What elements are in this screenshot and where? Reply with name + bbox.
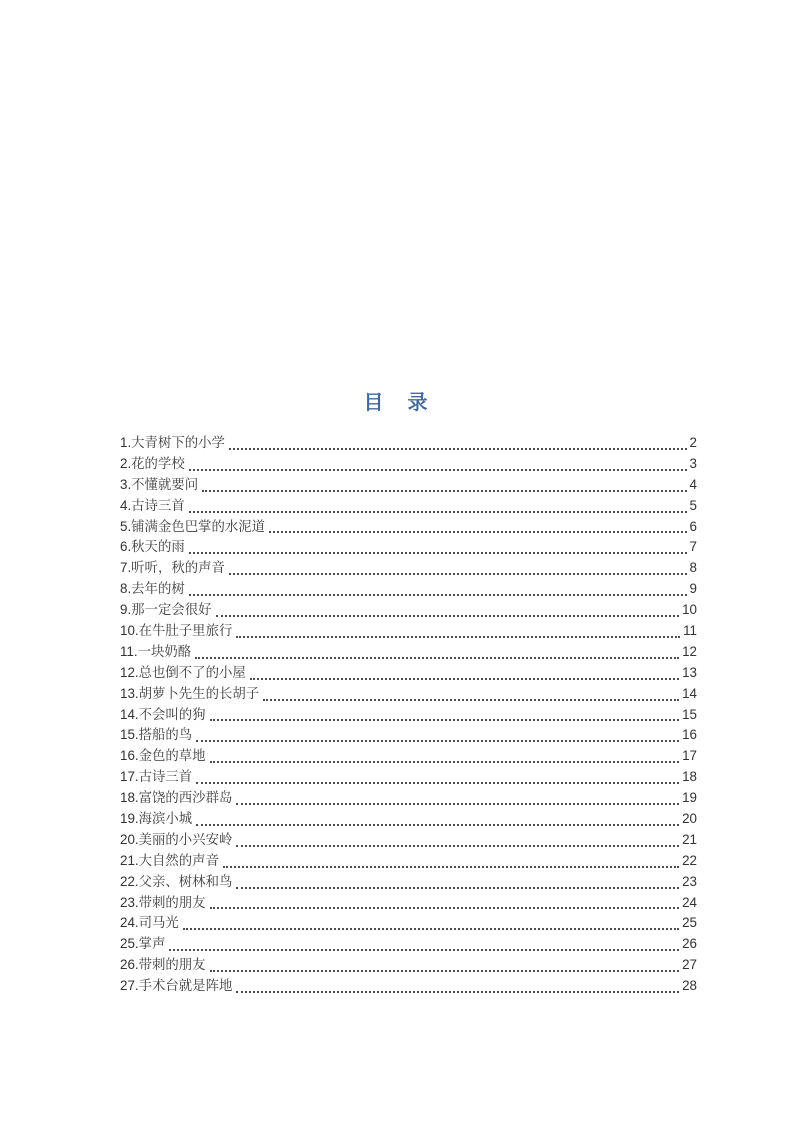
toc-dot-leader	[196, 824, 679, 826]
toc-entry[interactable]	[120, 496, 697, 517]
toc-entry-page: 5	[689, 497, 697, 513]
toc-entry-page: 15	[682, 706, 697, 722]
toc-entry-number: 24.	[120, 915, 139, 931]
toc-entry-title: 大自然的声音	[138, 852, 219, 868]
toc-entry[interactable]	[120, 579, 697, 600]
toc-entry[interactable]	[120, 433, 697, 454]
toc-entry-page: 20	[682, 811, 697, 827]
toc-entry-page: 13	[682, 664, 697, 680]
toc-entry-title: 搭船的鸟	[138, 727, 193, 743]
toc-dot-leader	[250, 678, 679, 680]
toc-dot-leader	[189, 511, 687, 513]
toc-entry-number: 23.	[120, 894, 139, 910]
toc-entry-page: 24	[682, 894, 697, 910]
toc-entry-title: 花的学校	[131, 455, 185, 471]
toc-entry[interactable]	[120, 934, 697, 955]
toc-entry[interactable]	[120, 976, 697, 997]
toc-entry-title: 铺满金色巴掌的水泥道	[131, 518, 266, 534]
toc-entry-page: 25	[682, 915, 697, 931]
toc-entry[interactable]	[120, 621, 697, 642]
toc-dot-leader	[223, 866, 679, 868]
toc-entry-title: 不会叫的狗	[138, 706, 206, 722]
toc-entry-title: 那一定会很好	[131, 602, 212, 618]
toc-entry-page: 23	[682, 873, 697, 889]
toc-entry-title: 带刺的朋友	[138, 894, 206, 910]
toc-entry-title: 美丽的小兴安岭	[138, 831, 233, 847]
toc-entry[interactable]	[120, 851, 697, 872]
toc-entry-page: 19	[682, 790, 697, 806]
toc-entry-page: 26	[682, 936, 697, 952]
toc-entry-title: 古诗三首	[131, 497, 185, 513]
toc-entry-number: 18.	[120, 790, 139, 806]
toc-entry-number: 19.	[120, 811, 139, 827]
toc-dot-leader	[229, 573, 687, 575]
toc-entry-page: 10	[682, 602, 697, 618]
toc-entry-title: 古诗三首	[138, 769, 193, 785]
toc-entry-number: 13.	[120, 685, 139, 701]
toc-dot-leader	[189, 469, 687, 471]
toc-dot-leader	[195, 657, 679, 659]
toc-entry-title: 富饶的西沙群岛	[138, 790, 233, 806]
toc-entry[interactable]	[120, 725, 697, 746]
toc-entry-number: 11.	[120, 643, 138, 659]
toc-dot-leader	[183, 928, 679, 930]
toc-entry[interactable]	[120, 537, 697, 558]
toc-entry-title: 手术台就是阵地	[138, 978, 233, 994]
toc-dot-leader	[189, 594, 687, 596]
toc-dot-leader	[196, 740, 679, 742]
toc-entry-page: 22	[682, 852, 697, 868]
toc-entry-title: 总也倒不了的小屋	[138, 664, 246, 680]
toc-entry-page: 16	[682, 727, 697, 743]
toc-entry[interactable]	[120, 663, 697, 684]
toc-entry-page: 27	[682, 957, 697, 973]
toc-dot-leader	[210, 719, 680, 721]
toc-entry[interactable]	[120, 893, 697, 914]
toc-entry[interactable]	[120, 809, 697, 830]
toc-entry-title: 金色的草地	[138, 748, 206, 764]
toc-entry-title: 司马光	[138, 915, 179, 931]
toc-entry[interactable]	[120, 955, 697, 976]
toc-entry[interactable]	[120, 767, 697, 788]
toc-entry[interactable]	[120, 872, 697, 893]
toc-dot-leader	[263, 699, 679, 701]
toc-entry-page: 3	[689, 455, 697, 471]
toc-dot-leader	[189, 552, 687, 554]
toc-entry-page: 6	[689, 518, 697, 534]
toc-entry[interactable]	[120, 684, 697, 705]
toc-entry-title: 掌声	[138, 936, 166, 952]
toc-dot-leader	[169, 949, 679, 951]
toc-entry-number: 3.	[120, 476, 132, 492]
toc-entry-title: 一块奶酪	[137, 643, 192, 659]
toc-entry-page: 21	[682, 831, 697, 847]
toc-entry[interactable]	[120, 830, 697, 851]
toc-entry[interactable]	[120, 705, 697, 726]
toc-entry-title: 大青树下的小学	[131, 435, 225, 450]
toc-entry-page: 4	[689, 476, 697, 492]
toc-entry-number: 21.	[120, 852, 139, 868]
toc-entry-number: 10.	[120, 623, 139, 639]
toc-dot-leader	[202, 490, 686, 492]
toc-entry-number: 16.	[120, 748, 139, 764]
toc-dot-leader	[196, 782, 679, 784]
toc-entry[interactable]	[120, 454, 697, 475]
toc-entry-number: 5.	[120, 518, 132, 534]
toc-entry-page: 8	[689, 560, 697, 576]
toc-title: 目 录	[363, 392, 430, 414]
toc-entry-number: 26.	[120, 957, 139, 973]
toc-entry-page: 2	[689, 435, 697, 450]
toc-entry-number: 9.	[120, 602, 132, 618]
toc-dot-leader	[236, 636, 680, 638]
toc-list	[120, 433, 697, 997]
toc-dot-leader	[210, 970, 680, 972]
toc-entry-number: 25.	[120, 936, 139, 952]
toc-dot-leader	[236, 803, 679, 805]
toc-dot-leader	[236, 845, 679, 847]
toc-entry-number: 1.	[120, 435, 132, 450]
toc-entry-number: 15.	[120, 727, 139, 743]
toc-entry-number: 8.	[120, 581, 132, 597]
toc-entry-number: 4.	[120, 497, 132, 513]
toc-entry-page: 7	[689, 539, 697, 555]
toc-entry-number: 20.	[120, 831, 139, 847]
toc-dot-leader	[269, 531, 686, 533]
toc-entry-title: 秋天的雨	[131, 539, 185, 555]
toc-entry-page: 12	[682, 643, 697, 659]
toc-dot-leader	[236, 887, 679, 889]
toc-entry[interactable]	[120, 788, 697, 809]
toc-entry[interactable]	[120, 517, 697, 538]
toc-dot-leader	[210, 761, 680, 763]
toc-entry[interactable]	[120, 600, 697, 621]
toc-entry-title: 父亲、树林和鸟	[138, 873, 233, 889]
toc-entry-page: 14	[682, 685, 697, 701]
toc-entry-number: 7.	[120, 560, 132, 576]
toc-entry-title: 不懂就要问	[131, 476, 199, 492]
toc-entry[interactable]	[120, 475, 697, 496]
toc-entry-number: 6.	[120, 539, 132, 555]
toc-entry-page: 9	[689, 581, 697, 597]
toc-entry-page: 18	[682, 769, 697, 785]
toc-entry[interactable]	[120, 558, 697, 579]
toc-entry-number: 27.	[120, 978, 139, 994]
toc-dot-leader	[229, 448, 687, 450]
toc-dot-leader	[210, 907, 680, 909]
toc-entry-title: 听听，秋的声音	[131, 560, 225, 576]
toc-entry-number: 22.	[120, 873, 139, 889]
toc-entry-title: 胡萝卜先生的长胡子	[138, 685, 260, 701]
toc-dot-leader	[216, 615, 680, 617]
toc-entry-page: 11	[683, 623, 697, 639]
toc-entry-number: 14.	[120, 706, 139, 722]
toc-entry[interactable]	[120, 642, 697, 663]
toc-entry[interactable]	[120, 746, 697, 767]
toc-entry-page: 28	[682, 978, 697, 994]
toc-entry-number: 2.	[120, 455, 132, 471]
toc-entry-page: 17	[682, 748, 697, 764]
toc-dot-leader	[236, 991, 679, 993]
toc-entry-number: 12.	[120, 664, 139, 680]
toc-entry-title: 在牛肚子里旅行	[138, 623, 233, 639]
toc-entry-title: 去年的树	[131, 581, 185, 597]
toc-entry-title: 海滨小城	[138, 811, 193, 827]
toc-entry[interactable]	[120, 913, 697, 934]
toc-entry-title: 带刺的朋友	[138, 957, 206, 973]
toc-entry-number: 17.	[120, 769, 139, 785]
